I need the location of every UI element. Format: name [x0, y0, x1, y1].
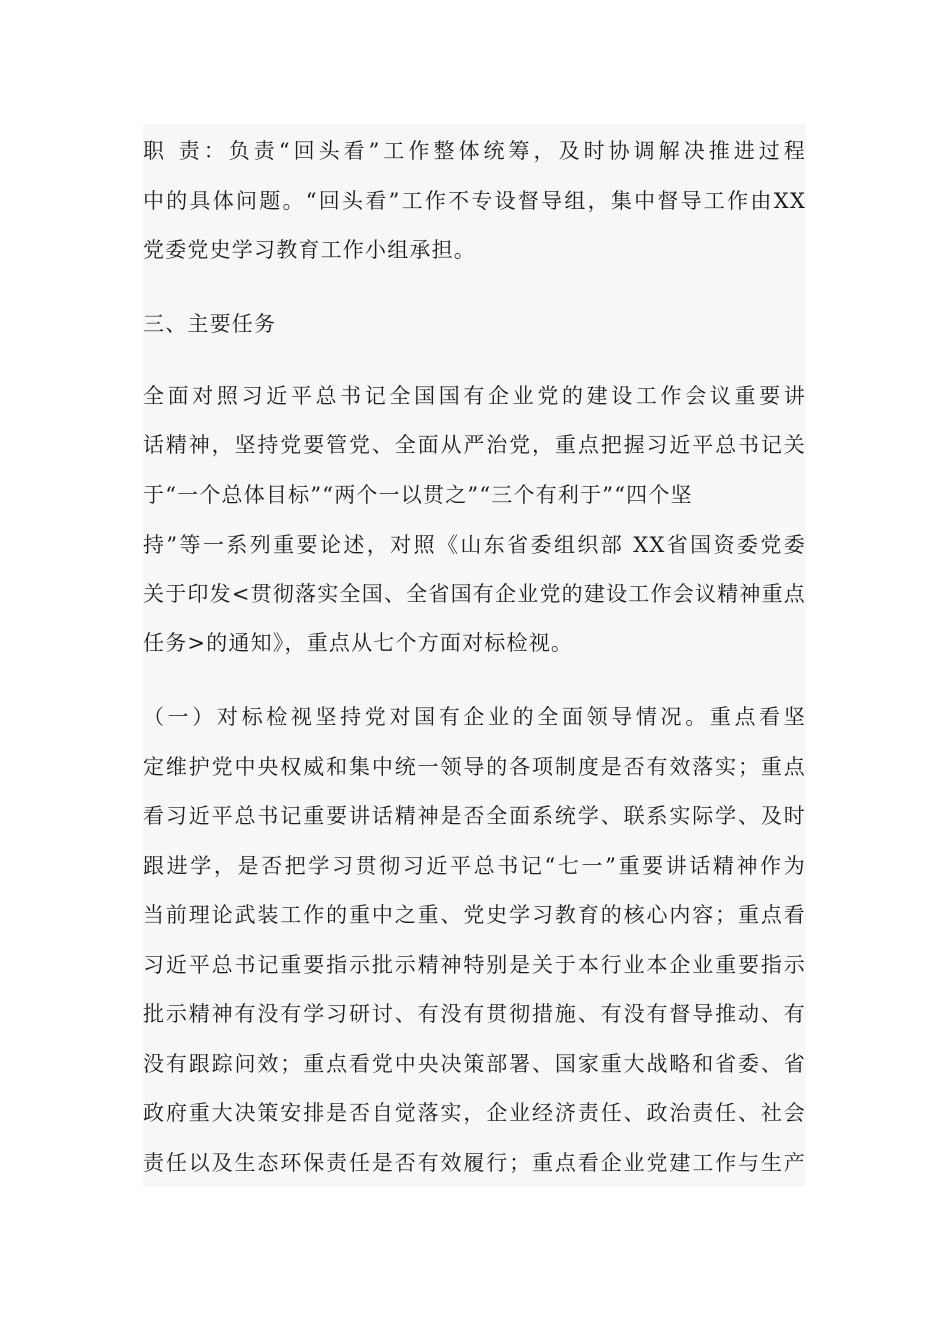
item-one-line-4: 跟进学，是否把学习贯彻习近平总书记“七一”重要讲话精神作为	[143, 854, 806, 878]
item-one-line-1: （一）对标检视坚持党对国有企业的全面领导情况。重点看坚	[143, 705, 806, 729]
responsibility-line-3: 党委党史学习教育工作小组承担。	[143, 238, 476, 262]
responsibility-line-2: 中的具体问题。“回头看”工作不专设督导组，集中督导工作由XX	[143, 189, 806, 213]
responsibility-line-1: 职 责：负责“回头看”工作整体统筹，及时协调解决推进过程	[143, 139, 806, 163]
item-one-line-2: 定维护党中央权威和集中统一领导的各项制度是否有效落实；重点	[143, 755, 806, 779]
item-one-line-8: 没有跟踪问效；重点看党中央决策部署、国家重大战略和省委、省	[143, 1052, 806, 1076]
main-tasks-line-3: 于“一个总体目标”“两个一以贯之”“三个有利于”“四个坚	[143, 483, 693, 507]
item-one-line-10: 责任以及生态环保责任是否有效履行；重点看企业党建工作与生产	[143, 1151, 806, 1175]
item-one-line-3: 看习近平总书记重要讲话精神是否全面系统学、联系实际学、及时	[143, 804, 806, 828]
main-tasks-line-4: 持”等一系列重要论述，对照《山东省委组织部 XX省国资委党委	[143, 533, 806, 557]
main-tasks-line-1: 全面对照习近平总书记全国国有企业党的建设工作会议重要讲	[143, 384, 806, 408]
main-tasks-line-6: 任务>的通知》，重点从七个方面对标检视。	[143, 631, 574, 655]
item-one-line-9: 政府重大决策安排是否自觉落实，企业经济责任、政治责任、社会	[143, 1101, 806, 1125]
main-tasks-line-2: 话精神，坚持党要管党、全面从严治党，重点把握习近平总书记关	[143, 433, 806, 457]
section-heading: 三、主要任务	[143, 312, 277, 336]
item-one-line-6: 习近平总书记重要指示批示精神特别是关于本行业本企业重要指示	[143, 953, 806, 977]
item-one-line-7: 批示精神有没有学习研讨、有没有贯彻措施、有没有督导推动、有	[143, 1002, 806, 1026]
main-tasks-line-5: 关于印发<贯彻落实全国、全省国有企业党的建设工作会议精神重点	[143, 582, 806, 606]
item-one-line-5: 当前理论武装工作的重中之重、党史学习教育的核心内容；重点看	[143, 903, 806, 927]
document-body	[143, 124, 806, 1187]
